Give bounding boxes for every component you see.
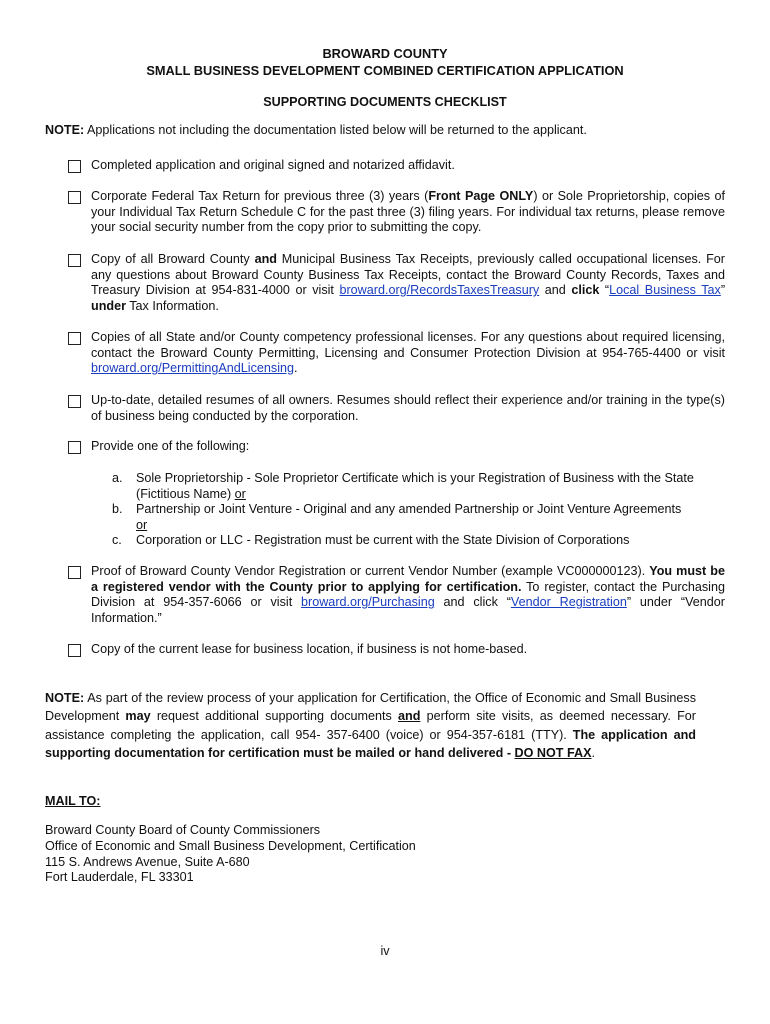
address-line: 115 S. Andrews Avenue, Suite A-680 (45, 854, 250, 869)
document-title: SMALL BUSINESS DEVELOPMENT COMBINED CERTIFICATION APPLICATION (146, 63, 624, 78)
review-note: NOTE: As part of the review process of your application for Certification, the Office of Economic and Small Business Development may request additional supporting documents and perform site visits, as deemed necessary. For assistance completing the application, call 954- 357-6400 (voice) or 954-357-6181 (TTY). The application and supporting documentation for certification must be mailed or hand delivered - DO NOT FAX. (45, 691, 696, 761)
checkbox-business-tax-receipts[interactable] (68, 254, 81, 267)
mailing-address (45, 823, 416, 886)
checklist-item-text: Copy of all Broward County and Municipal Business Tax Receipts, previously called occupational licenses. For any questions about Broward County Business Tax Receipts, contact the Broward County Records, Taxes and Treasury Division at 954-831-4000 or visit broward.org/RecordsTaxesTreasury and click “Local Business Tax” under Tax Information. (91, 252, 726, 313)
address-line: Fort Lauderdale, FL 33301 (45, 870, 194, 885)
intro-note (45, 123, 735, 137)
checklist-heading: SUPPORTING DOCUMENTS CHECKLIST (263, 95, 507, 109)
permitting-licensing-link[interactable]: broward.org/PermittingAndLicensing (91, 361, 295, 376)
checkbox-tax-return[interactable] (68, 191, 81, 204)
checklist-item-text: Provide one of the following: (91, 439, 250, 453)
vendor-registration-link[interactable]: Vendor Registration (510, 595, 627, 610)
address-line: Broward County Board of County Commissioners (45, 823, 321, 837)
checkbox-resumes[interactable] (68, 395, 81, 408)
page-number: iv (380, 944, 390, 958)
checkbox-vendor-registration[interactable] (68, 566, 81, 579)
document-page: BROWARD COUNTY SMALL BUSINESS DEVELOPMENT COMBINED CERTIFICATION APPLICATION SUPPORTING DOCUMENTS CHECKLIST NOTE: Applications not including the documentation listed below will be returned to the applicant. Completed application and original signed and notarized affidavit. Corporate Federal Tax Return for previous three (3) years (Front Page ONLY) or Sole Proprietorship, copies of your Individual Tax Return Schedule C for the past three (3) filing years. For individual tax returns, please remove your social security number from the copy prior to submitting the copy. Copy of all Broward County and Municipal Business Tax Receipts, previously called occupational licenses. For any questions about Broward County Business Tax Receipts, contact the Broward County Records, Taxes and Treasury Division at 954-831-4000 or visit broward.org/RecordsTaxesTreasury and click “Local Business Tax” under Tax Information. Copies of all State and/or County competency professional licenses. For any questions about required licensing, contact the Broward County Permitting, Licensing and Consumer Protection Division at 954-765-4400 or visit broward.org/PermittingAndLicensing. Up-to-date, detailed resumes of all owners. Resumes should reflect their experience and/or training in the type(s) of business being conducted by the corporation. Provide one of the following: a. Sole Proprietorship - Sole Proprietor Certificate which is your Registration of Business with the State (Fictitious Name) or b. Partnership or Joint Venture - Original and any amended Partnership or Joint Venture Agreements or c. Corporation or LLC - Registration must be current with the State Division of Corporations Proof of Broward County Vendor Registration or current Vendor Number (example VC000000123). You must be a registered vendor with the County prior to applying for certification. To register, contact the Purchasing Division at 954-357-6066 or visit broward.org/Purchasing and click “Vendor Registration” under “Vendor Information.” Copy of the current lease for business location, if business is not home-based. NOTE: As part of the review process of your application for Certification, the Office of Economic and Small Business Development may request additional supporting documents and perform site visits, as deemed necessary. For assistance completing the application, call 954- 357-6400 (voice) or 954-357-6181 (TTY). The application and supporting documentation for certification must be mailed or hand delivered - DO NOT FAX. MAIL TO: Broward County Board of County Commissioners Office of Economic and Small Business Development, Certification 115 S. Andrews Avenue, Suite A-680 Fort Lauderdale, FL 33301 iv (0, 0, 770, 1024)
checklist-item-text: Copy of the current lease for business location, if business is not home-based. (91, 642, 528, 656)
purchasing-link[interactable]: broward.org/Purchasing (301, 595, 435, 610)
checkbox-lease[interactable] (68, 644, 81, 657)
checklist-item-text: Completed application and original signed and notarized affidavit. (91, 158, 455, 172)
checkbox-licenses[interactable] (68, 332, 81, 345)
records-taxes-treasury-link[interactable]: broward.org/RecordsTaxesTreasury (339, 283, 540, 298)
checklist-item-text: Corporate Federal Tax Return for previous three (3) years (Front Page ONLY) or Sole Proprietorship, copies of your Individual Tax Return Schedule C for the past three (3) filing years. For individual tax returns, please remove your social security number from the copy prior to submitting the copy. (91, 189, 725, 235)
checkbox-application[interactable] (68, 160, 81, 173)
mail-to-heading: MAIL TO: (45, 794, 101, 808)
note-text: Applications not including the documentation listed below will be returned to the applicant. (84, 123, 587, 137)
checklist-item-text: Up-to-date, detailed resumes of all owners. Resumes should reflect their experience and/or training in the type(s) of business being conducted by the corporation. (91, 393, 725, 423)
note-label: NOTE: (45, 123, 85, 137)
local-business-tax-link[interactable]: Local Business Tax (609, 283, 721, 298)
checklist-item-text: Proof of Broward County Vendor Registration or current Vendor Number (example VC000000123). You must be a registered vendor with the County prior to applying for certification. To register, contact the Purchasing Division at 954-357-6066 or visit broward.org/Purchasing and click “Vendor Registration” under “Vendor Information.” (91, 564, 726, 625)
address-line: Office of Economic and Small Business Development, Certification (45, 838, 416, 853)
checklist-item-text: Copies of all State and/or County competency professional licenses. For any questions about required licensing, contact the Broward County Permitting, Licensing and Consumer Protection Division at 954-765-4400 or visit broward.org/PermittingAndLicensing. (91, 330, 725, 376)
county-heading: BROWARD COUNTY (322, 46, 448, 61)
checkbox-provide-one[interactable] (68, 441, 81, 454)
